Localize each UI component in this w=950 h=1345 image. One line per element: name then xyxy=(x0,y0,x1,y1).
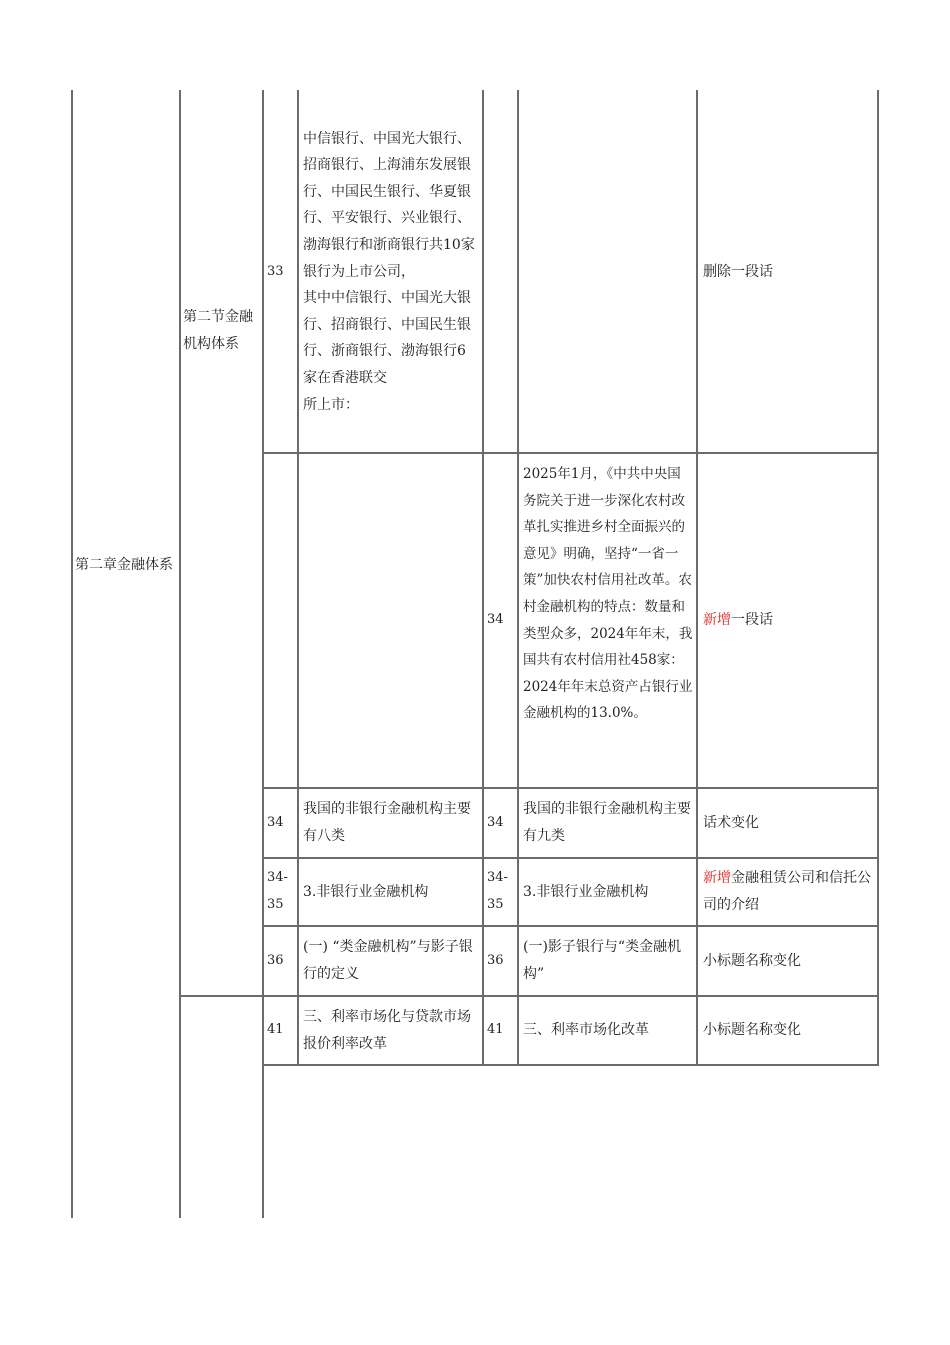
new-page-cell xyxy=(487,859,515,925)
note-text: 话术变化 xyxy=(703,814,759,831)
old-text: 三、利率市场化与贷款市场报价利率改革 xyxy=(303,1008,471,1052)
note-cell xyxy=(703,789,873,857)
old-text-cell xyxy=(303,859,478,925)
table-border-line xyxy=(297,90,299,1065)
note-text: 小标题名称变化 xyxy=(703,952,801,969)
old-page-cell xyxy=(267,92,297,452)
old-page-number: 34 xyxy=(267,814,284,830)
new-text: (一)影子银行与“类金融机构” xyxy=(523,939,682,982)
note-highlight: 新增 xyxy=(703,870,731,887)
new-page-number: 41 xyxy=(487,1022,504,1038)
chapter-cell xyxy=(75,552,177,579)
new-page-number: 34 xyxy=(487,612,504,628)
old-page-cell xyxy=(267,454,297,787)
old-page-cell xyxy=(267,997,297,1064)
table-border-line xyxy=(482,90,484,1065)
old-page-number: 41 xyxy=(267,1022,284,1038)
old-page-cell xyxy=(267,927,297,995)
new-page-number: 36 xyxy=(487,952,504,968)
table-border-line xyxy=(179,90,181,1218)
table-border-line xyxy=(696,90,698,1065)
section-label: 第二节金融机构体系 xyxy=(183,309,253,352)
new-text-cell xyxy=(523,927,693,995)
old-text-cell xyxy=(303,789,478,857)
table-border-line xyxy=(877,90,879,1065)
old-text-cell xyxy=(303,997,478,1064)
section-cell xyxy=(183,304,259,357)
table-border-line xyxy=(262,1064,879,1066)
new-page-cell xyxy=(487,789,517,857)
old-text-cell xyxy=(303,927,478,995)
chapter-label: 第二章金融体系 xyxy=(75,557,173,573)
old-page-number: 36 xyxy=(267,952,284,968)
new-page-cell xyxy=(487,454,517,787)
new-page-number: 34 xyxy=(487,814,504,830)
table-border-line xyxy=(71,90,73,1218)
old-text: (一) “类金融机构”与影子银行的定义 xyxy=(303,939,473,982)
new-text: 我国的非银行金融机构主要有九类 xyxy=(523,801,691,844)
note-cell xyxy=(703,997,873,1064)
table-border-line xyxy=(517,90,519,1065)
note-highlight: 新增 xyxy=(703,612,731,629)
old-page-cell xyxy=(267,859,295,925)
new-text: 三、利率市场化改革 xyxy=(523,1022,649,1039)
old-page-number: 33 xyxy=(267,263,284,279)
new-text-cell xyxy=(523,789,693,857)
note-text: 金融租赁公司和信托公司的介绍 xyxy=(703,870,871,913)
new-text-cell xyxy=(523,859,693,925)
note-text: 删除一段话 xyxy=(703,263,773,280)
note-text: 一段话 xyxy=(731,612,773,629)
new-text: 3.非银行业金融机构 xyxy=(523,883,649,900)
old-text: 3.非银行业金融机构 xyxy=(303,883,429,900)
old-page-number: 34-35 xyxy=(267,870,288,912)
new-text-cell xyxy=(523,461,693,727)
old-text-cell xyxy=(303,99,478,418)
table-border-line xyxy=(262,90,264,1218)
note-cell xyxy=(703,859,873,925)
old-page-cell xyxy=(267,789,297,857)
note-cell xyxy=(703,92,873,452)
old-text: 中信银行、中国光大银行、招商银行、上海浦东发展银行、中国民生银行、华夏银行、平安银行、兴业银行、渤海银行和浙商银行共10家银行为上市公司， 其中中信银行、中国光大银行、招商银行、中国民生银行、浙商银行、渤海银行6家在香港联交 所上市： xyxy=(303,130,475,413)
new-page-cell xyxy=(487,927,517,995)
note-cell xyxy=(703,927,873,995)
new-page-cell xyxy=(487,92,517,452)
new-text-cell xyxy=(523,997,693,1064)
new-page-cell xyxy=(487,997,517,1064)
old-text: 我国的非银行金融机构主要有八类 xyxy=(303,801,471,844)
note-text: 小标题名称变化 xyxy=(703,1022,801,1039)
new-page-number: 34-35 xyxy=(487,870,508,912)
new-text: 2025年1月，《中共中央国务院关于进一步深化农村改革扎实推进乡村全面振兴的意见》明确，坚持“一省一策”加快农村信用社改革。农村金融机构的特点：数量和类型众多，2024年年末，我国共有农村信用社458家：2024年年末总资产占银行业金融机构的13.0%。 xyxy=(523,466,693,722)
note-cell xyxy=(703,454,873,787)
